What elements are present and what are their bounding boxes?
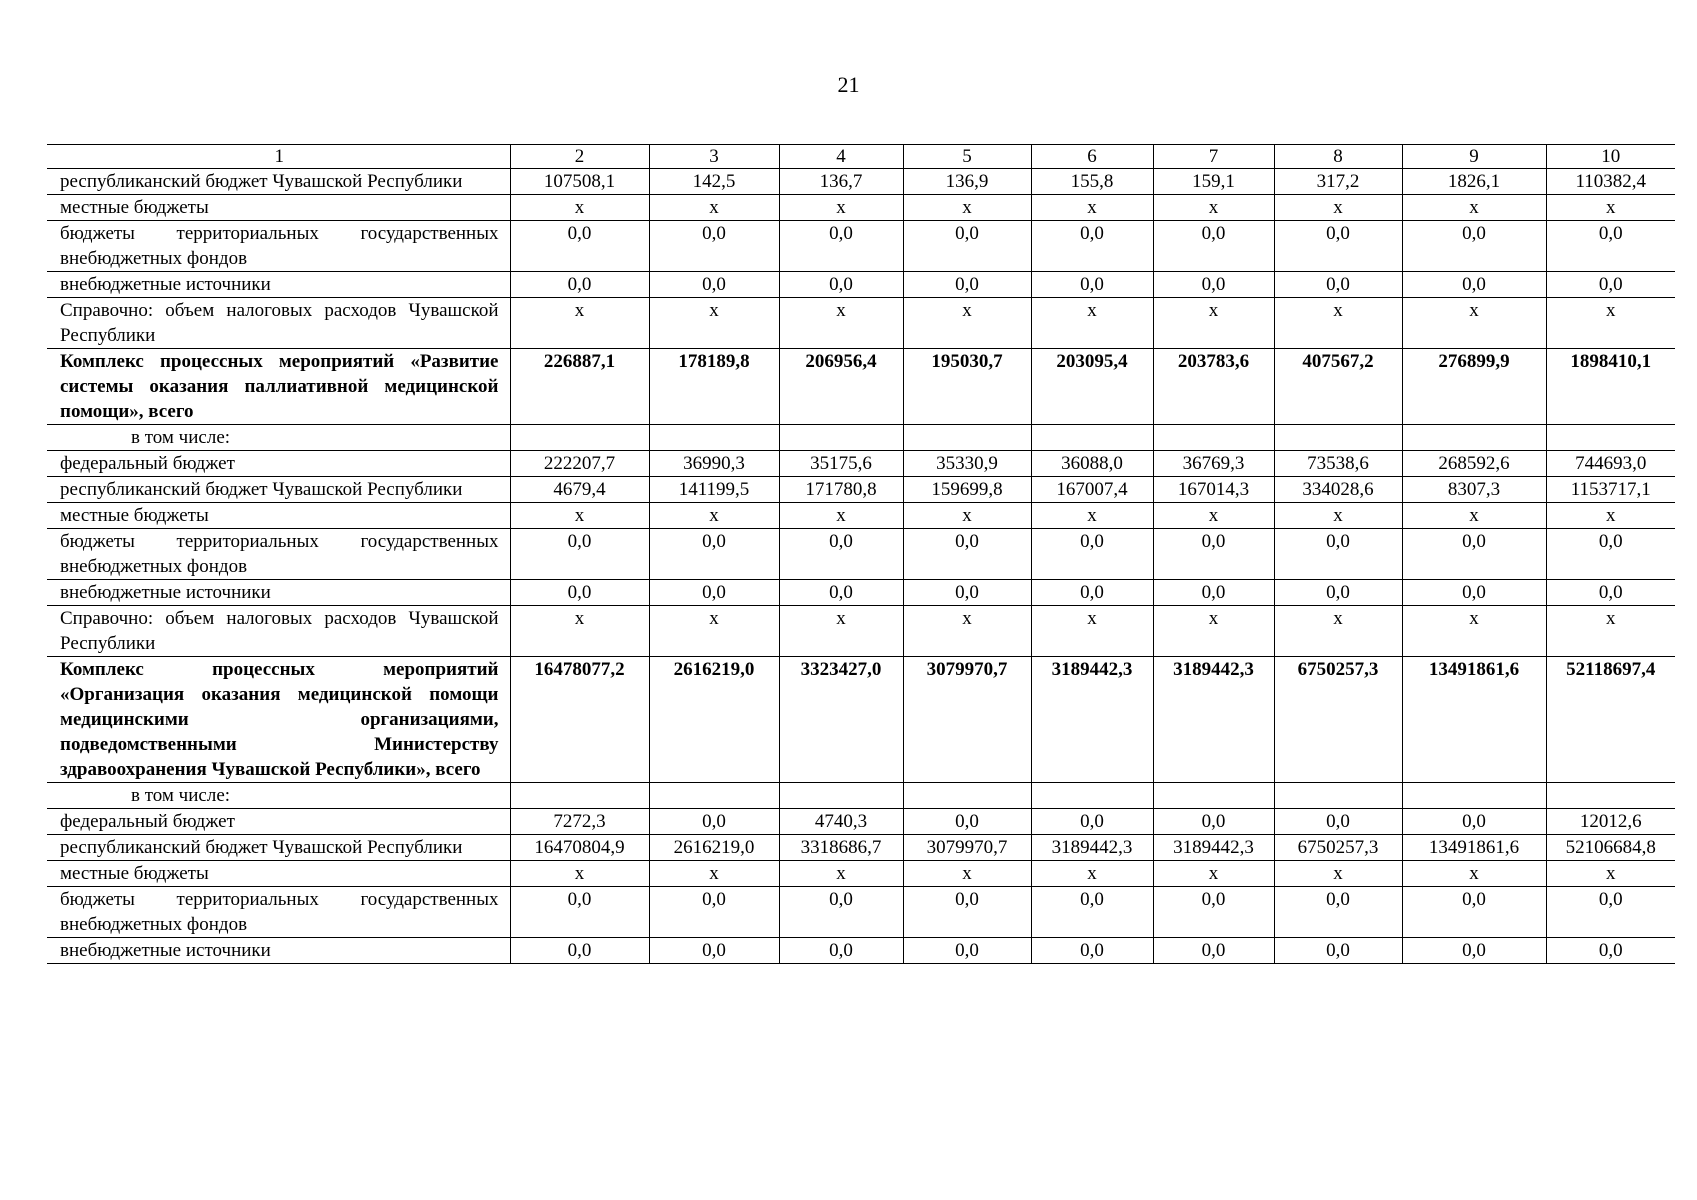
table-row	[47, 169, 1675, 195]
value-cell: 52106684,8	[1546, 835, 1675, 861]
value-cell: 0,0	[1031, 580, 1153, 606]
column-header: 4	[779, 145, 903, 169]
value-cell: x	[903, 503, 1031, 529]
row-label: республиканский бюджет Чувашской Республики	[47, 477, 510, 503]
value-cell: 203783,6	[1153, 349, 1274, 425]
value-cell: 171780,8	[779, 477, 903, 503]
row-label: Комплекс процессных мероприятий «Организация оказания медицинской помощи медицинскими организациями, подведомственными Министерству здравоохранения Чувашской Республики», всего	[47, 657, 510, 783]
value-cell: x	[1031, 195, 1153, 221]
value-cell: 0,0	[1031, 938, 1153, 964]
value-cell: x	[1402, 298, 1546, 349]
value-cell: 73538,6	[1274, 451, 1402, 477]
row-label: бюджеты территориальных государственных внебюджетных фондов	[47, 887, 510, 938]
value-cell: x	[1031, 503, 1153, 529]
value-cell: 155,8	[1031, 169, 1153, 195]
row-label: в том числе:	[47, 425, 510, 451]
value-cell: 0,0	[649, 938, 779, 964]
table-row	[47, 451, 1675, 477]
value-cell: x	[1153, 195, 1274, 221]
value-cell: x	[1031, 861, 1153, 887]
value-cell: x	[779, 195, 903, 221]
column-header: 9	[1402, 145, 1546, 169]
value-cell: 0,0	[779, 580, 903, 606]
value-cell: 0,0	[649, 887, 779, 938]
value-cell: 0,0	[649, 580, 779, 606]
value-cell: 3079970,7	[903, 657, 1031, 783]
value-cell: 0,0	[1402, 580, 1546, 606]
value-cell: 0,0	[1546, 580, 1675, 606]
value-cell: 0,0	[1402, 272, 1546, 298]
value-cell: 13491861,6	[1402, 835, 1546, 861]
value-cell: x	[1274, 503, 1402, 529]
value-cell: 2616219,0	[649, 835, 779, 861]
table-row	[47, 606, 1675, 657]
value-cell: 4679,4	[510, 477, 649, 503]
value-cell	[649, 425, 779, 451]
table-row	[47, 580, 1675, 606]
table-row	[47, 861, 1675, 887]
value-cell: x	[510, 503, 649, 529]
table-row	[47, 835, 1675, 861]
value-cell: 110382,4	[1546, 169, 1675, 195]
value-cell: 0,0	[649, 272, 779, 298]
row-label: местные бюджеты	[47, 195, 510, 221]
value-cell: 0,0	[1546, 221, 1675, 272]
value-cell: 222207,7	[510, 451, 649, 477]
value-cell: 0,0	[649, 529, 779, 580]
value-cell: 136,7	[779, 169, 903, 195]
value-cell	[1031, 783, 1153, 809]
value-cell: x	[649, 503, 779, 529]
value-cell: 0,0	[510, 887, 649, 938]
value-cell: x	[510, 606, 649, 657]
value-cell: x	[1153, 298, 1274, 349]
value-cell: 16478077,2	[510, 657, 649, 783]
value-cell	[1546, 783, 1675, 809]
value-cell: 276899,9	[1402, 349, 1546, 425]
value-cell: x	[1402, 861, 1546, 887]
value-cell: x	[779, 298, 903, 349]
value-cell: 178189,8	[649, 349, 779, 425]
value-cell: 0,0	[510, 272, 649, 298]
value-cell: 2616219,0	[649, 657, 779, 783]
value-cell: x	[1546, 298, 1675, 349]
budget-table	[47, 144, 1675, 964]
column-header: 7	[1153, 145, 1274, 169]
value-cell: 142,5	[649, 169, 779, 195]
value-cell: 0,0	[1274, 938, 1402, 964]
value-cell	[903, 425, 1031, 451]
value-cell: x	[1274, 606, 1402, 657]
value-cell: x	[903, 606, 1031, 657]
row-label: бюджеты территориальных государственных внебюджетных фондов	[47, 529, 510, 580]
value-cell: 0,0	[1402, 887, 1546, 938]
table-row	[47, 783, 1675, 809]
value-cell: x	[649, 195, 779, 221]
value-cell: 36769,3	[1153, 451, 1274, 477]
value-cell: x	[1546, 503, 1675, 529]
value-cell	[903, 783, 1031, 809]
value-cell: 7272,3	[510, 809, 649, 835]
value-cell: x	[1546, 861, 1675, 887]
value-cell: 226887,1	[510, 349, 649, 425]
row-label: бюджеты территориальных государственных внебюджетных фондов	[47, 221, 510, 272]
value-cell: 3323427,0	[779, 657, 903, 783]
row-label: Справочно: объем налоговых расходов Чувашской Республики	[47, 606, 510, 657]
value-cell: 3189442,3	[1031, 657, 1153, 783]
value-cell	[779, 425, 903, 451]
row-label: внебюджетные источники	[47, 580, 510, 606]
table-row	[47, 809, 1675, 835]
value-cell: 0,0	[1031, 529, 1153, 580]
value-cell: 206956,4	[779, 349, 903, 425]
value-cell: x	[649, 861, 779, 887]
value-cell: x	[1402, 195, 1546, 221]
table-row	[47, 298, 1675, 349]
value-cell: 0,0	[1546, 529, 1675, 580]
value-cell: 1826,1	[1402, 169, 1546, 195]
value-cell: x	[779, 503, 903, 529]
value-cell: x	[1031, 606, 1153, 657]
value-cell: 0,0	[510, 529, 649, 580]
value-cell: 0,0	[1153, 221, 1274, 272]
value-cell: 0,0	[649, 221, 779, 272]
row-label: внебюджетные источники	[47, 938, 510, 964]
value-cell	[649, 783, 779, 809]
value-cell: 0,0	[1153, 580, 1274, 606]
value-cell: x	[510, 298, 649, 349]
value-cell	[510, 425, 649, 451]
value-cell: 141199,5	[649, 477, 779, 503]
value-cell: 136,9	[903, 169, 1031, 195]
table-row	[47, 349, 1675, 425]
value-cell: 0,0	[1031, 809, 1153, 835]
value-cell: 0,0	[903, 580, 1031, 606]
value-cell: x	[510, 195, 649, 221]
value-cell	[1031, 425, 1153, 451]
value-cell: 0,0	[903, 938, 1031, 964]
value-cell: x	[1402, 606, 1546, 657]
value-cell: 203095,4	[1031, 349, 1153, 425]
value-cell: 0,0	[1153, 887, 1274, 938]
value-cell: 159699,8	[903, 477, 1031, 503]
value-cell	[1274, 425, 1402, 451]
value-cell	[1546, 425, 1675, 451]
value-cell: 36088,0	[1031, 451, 1153, 477]
value-cell: 0,0	[1153, 529, 1274, 580]
row-label: местные бюджеты	[47, 503, 510, 529]
table-row	[47, 503, 1675, 529]
value-cell: 35330,9	[903, 451, 1031, 477]
value-cell: 3079970,7	[903, 835, 1031, 861]
value-cell: 0,0	[1031, 887, 1153, 938]
row-label: федеральный бюджет	[47, 809, 510, 835]
value-cell: x	[1274, 861, 1402, 887]
table-row	[47, 221, 1675, 272]
column-header: 2	[510, 145, 649, 169]
value-cell: 1898410,1	[1546, 349, 1675, 425]
value-cell: 0,0	[1274, 809, 1402, 835]
value-cell: 0,0	[903, 272, 1031, 298]
column-header: 8	[1274, 145, 1402, 169]
value-cell: 0,0	[903, 887, 1031, 938]
column-header: 3	[649, 145, 779, 169]
value-cell: x	[1153, 861, 1274, 887]
value-cell: 1153717,1	[1546, 477, 1675, 503]
value-cell: 0,0	[779, 938, 903, 964]
value-cell: 3189442,3	[1153, 657, 1274, 783]
table-row	[47, 195, 1675, 221]
value-cell: 12012,6	[1546, 809, 1675, 835]
row-label: республиканский бюджет Чувашской Республики	[47, 169, 510, 195]
header-row	[47, 145, 1675, 169]
row-label: местные бюджеты	[47, 861, 510, 887]
value-cell: 0,0	[1546, 938, 1675, 964]
value-cell: 0,0	[510, 580, 649, 606]
value-cell: 0,0	[779, 221, 903, 272]
value-cell	[1153, 783, 1274, 809]
value-cell: 317,2	[1274, 169, 1402, 195]
value-cell: 4740,3	[779, 809, 903, 835]
value-cell: x	[1274, 298, 1402, 349]
value-cell: x	[779, 606, 903, 657]
row-label: республиканский бюджет Чувашской Республики	[47, 835, 510, 861]
value-cell: 0,0	[779, 529, 903, 580]
value-cell: x	[903, 195, 1031, 221]
value-cell: 3318686,7	[779, 835, 903, 861]
value-cell	[1402, 783, 1546, 809]
value-cell: x	[903, 298, 1031, 349]
table-row	[47, 657, 1675, 783]
table-row	[47, 887, 1675, 938]
value-cell: 0,0	[1402, 529, 1546, 580]
value-cell: x	[1402, 503, 1546, 529]
value-cell: 0,0	[903, 529, 1031, 580]
table-row	[47, 477, 1675, 503]
column-header: 1	[47, 145, 510, 169]
value-cell	[510, 783, 649, 809]
value-cell: 0,0	[510, 221, 649, 272]
value-cell: x	[1153, 503, 1274, 529]
column-header: 5	[903, 145, 1031, 169]
value-cell: 0,0	[1153, 938, 1274, 964]
value-cell: 0,0	[510, 938, 649, 964]
table-row	[47, 938, 1675, 964]
value-cell: 0,0	[1274, 221, 1402, 272]
value-cell: 0,0	[1546, 272, 1675, 298]
value-cell: 0,0	[1402, 938, 1546, 964]
value-cell: x	[510, 861, 649, 887]
value-cell: 3189442,3	[1153, 835, 1274, 861]
value-cell	[779, 783, 903, 809]
value-cell: 16470804,9	[510, 835, 649, 861]
value-cell: 35175,6	[779, 451, 903, 477]
value-cell: 3189442,3	[1031, 835, 1153, 861]
value-cell: 0,0	[779, 887, 903, 938]
value-cell: 334028,6	[1274, 477, 1402, 503]
table-row	[47, 272, 1675, 298]
value-cell: 268592,6	[1402, 451, 1546, 477]
value-cell: 0,0	[1402, 809, 1546, 835]
value-cell	[1153, 425, 1274, 451]
value-cell: x	[649, 298, 779, 349]
value-cell: 0,0	[1402, 221, 1546, 272]
table-row	[47, 529, 1675, 580]
value-cell: 13491861,6	[1402, 657, 1546, 783]
value-cell: x	[1546, 195, 1675, 221]
value-cell: 0,0	[779, 272, 903, 298]
row-label: внебюджетные источники	[47, 272, 510, 298]
value-cell: 0,0	[1031, 221, 1153, 272]
value-cell: 0,0	[1274, 529, 1402, 580]
value-cell: 0,0	[649, 809, 779, 835]
value-cell: x	[1274, 195, 1402, 221]
value-cell: 36990,3	[649, 451, 779, 477]
value-cell: 167007,4	[1031, 477, 1153, 503]
value-cell: 6750257,3	[1274, 657, 1402, 783]
value-cell: x	[903, 861, 1031, 887]
value-cell: 8307,3	[1402, 477, 1546, 503]
table-body	[47, 145, 1675, 964]
value-cell: x	[779, 861, 903, 887]
value-cell: 6750257,3	[1274, 835, 1402, 861]
value-cell: 0,0	[1546, 887, 1675, 938]
value-cell: 0,0	[1274, 580, 1402, 606]
value-cell	[1402, 425, 1546, 451]
value-cell: 107508,1	[510, 169, 649, 195]
table-row	[47, 425, 1675, 451]
value-cell: 0,0	[1274, 887, 1402, 938]
value-cell: 407567,2	[1274, 349, 1402, 425]
row-label: Комплекс процессных мероприятий «Развитие системы оказания паллиативной медицинской помощи», всего	[47, 349, 510, 425]
value-cell: 0,0	[1031, 272, 1153, 298]
value-cell	[1274, 783, 1402, 809]
value-cell: x	[1546, 606, 1675, 657]
value-cell: 0,0	[1153, 272, 1274, 298]
value-cell: 159,1	[1153, 169, 1274, 195]
value-cell: 195030,7	[903, 349, 1031, 425]
value-cell: 167014,3	[1153, 477, 1274, 503]
value-cell: x	[1153, 606, 1274, 657]
value-cell: 0,0	[1274, 272, 1402, 298]
row-label: в том числе:	[47, 783, 510, 809]
column-header: 6	[1031, 145, 1153, 169]
value-cell: x	[649, 606, 779, 657]
value-cell: 0,0	[1153, 809, 1274, 835]
column-header: 10	[1546, 145, 1675, 169]
value-cell: 744693,0	[1546, 451, 1675, 477]
value-cell: 52118697,4	[1546, 657, 1675, 783]
value-cell: x	[1031, 298, 1153, 349]
value-cell: 0,0	[903, 221, 1031, 272]
page-number: 21	[837, 72, 860, 97]
row-label: Справочно: объем налоговых расходов Чувашской Республики	[47, 298, 510, 349]
value-cell: 0,0	[903, 809, 1031, 835]
row-label: федеральный бюджет	[47, 451, 510, 477]
